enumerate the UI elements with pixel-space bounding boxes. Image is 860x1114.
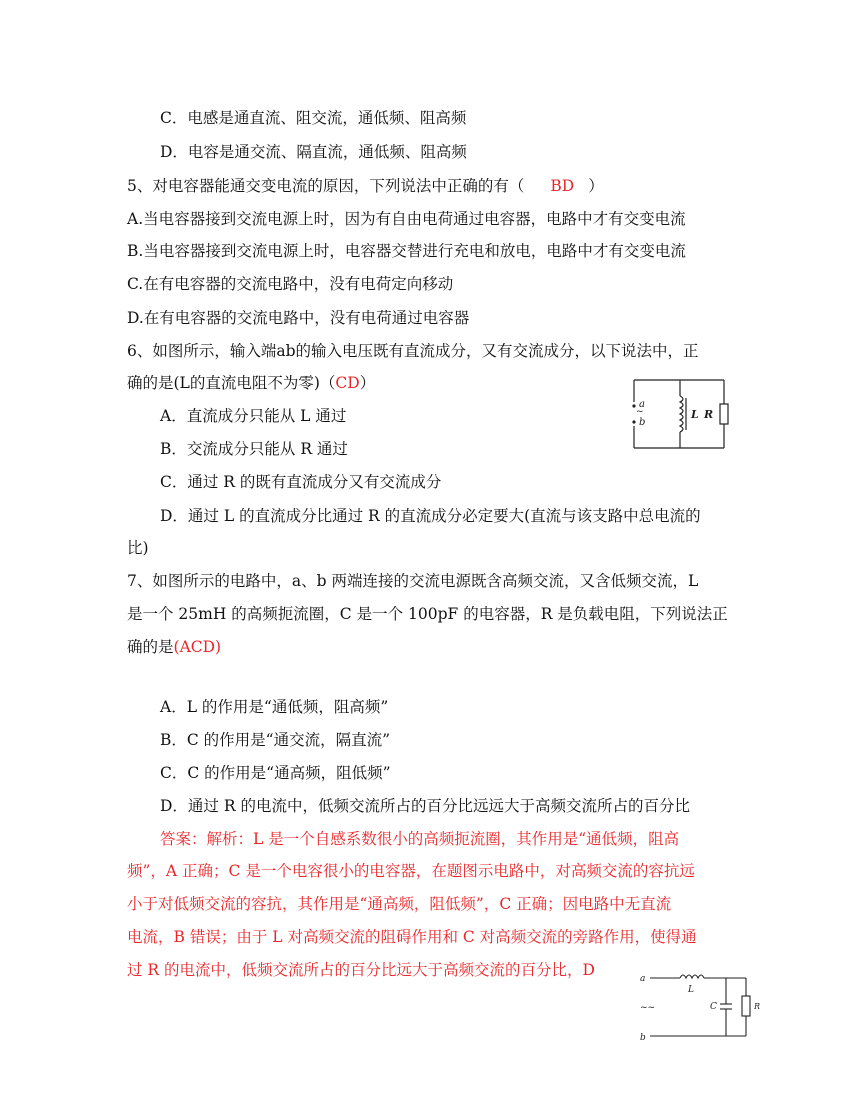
q4-option-c: C．电感是通直流、阻交流，通低频、阻高频: [160, 109, 467, 127]
q7-option-c: C．C 的作用是“通高频，阻低频”: [160, 764, 391, 782]
q6-fig-label-r: R: [704, 408, 714, 421]
q7-fig-label-a: a: [640, 974, 646, 984]
q5-option-d: D.在有电容器的交流电路中，没有电荷通过电容器: [127, 309, 470, 327]
q7-fig-label-b: b: [640, 1033, 646, 1043]
q6-option-a: A．直流成分只能从 L 通过: [160, 407, 347, 425]
q7-option-d: D．通过 R 的电流中，低频交流所占的百分比远远大于高频交流所占的百分比: [160, 797, 690, 815]
q7-fig-label-l: L: [688, 985, 694, 995]
q5-option-b: B.当电容器接到交流电源上时，电容器交替进行充电和放电，电路中才有交变电流: [127, 242, 686, 260]
q7-stem-line2: 是一个 25mH 的高频扼流圈，C 是一个 100pF 的电容器，R 是负载电阻，下列说法正: [127, 605, 728, 623]
q7-explanation-line2: 频”，A 正确；C 是一个电容很小的电容器，在题图示电路中，对高频交流的容抗远: [127, 862, 695, 880]
q5-stem: [127, 176, 604, 196]
q5-option-a: A.当电容器接到交流电源上时，因为有自由电荷通过电容器，电路中才有交变电流: [127, 210, 686, 228]
q4-option-d: D．电容是通交流、隔直流，通低频、阻高频: [160, 143, 467, 161]
q7-explanation-line4: 电流，B 错误；由于 L 对高频交流的阻碍作用和 C 对高频交流的旁路作用，使得通: [127, 928, 697, 946]
q6-circuit-figure: [624, 374, 736, 454]
q6-option-b: B．交流成分只能从 R 通过: [160, 440, 348, 458]
q5-option-c: C.在有电容器的交流电路中，没有电荷定向移动: [127, 275, 454, 293]
q7-circuit-figure: [636, 964, 770, 1048]
q7-explanation-line1: 答案：解析：L 是一个自感系数很小的高频扼流圈，其作用是“通低频，阻高: [160, 830, 680, 848]
q7-fig-label-r: R: [754, 1002, 761, 1011]
q6-stem-end: ）: [359, 374, 376, 392]
q6-option-d-line2: 比): [127, 539, 149, 557]
q7-fig-source: ~~: [640, 1003, 656, 1013]
q6-stem-line1: 6、如图所示，输入端ab的输入电压既有直流成分，又有交流成分，以下说法中，正: [127, 342, 699, 360]
q6-option-c: C．通过 R 的既有直流成分又有交流成分: [160, 473, 442, 491]
q7-explanation-line3: 小于对低频交流的容抗，其作用是“通高频，阻低频”，C 正确；因电路中无直流: [127, 895, 672, 913]
q7-explanation-line5: 过 R 的电流中，低频交流所占的百分比远大于高频交流的百分比，D: [127, 961, 595, 979]
q7-stem-line1: 7、如图所示的电路中，a、b 两端连接的交流电源既含高频交流，又含低频交流，L: [127, 572, 699, 590]
q5-stem-text: 5、对电容器能通交变电流的原因，下列说法中正确的有（: [127, 177, 525, 195]
q6-fig-label-a: a: [639, 399, 645, 410]
q6-fig-label-b: b: [639, 417, 646, 428]
q5-stem-end: ）: [588, 177, 604, 195]
q7-option-b: B．C 的作用是“通交流，隔直流”: [160, 731, 391, 749]
q7-stem-line3: [127, 637, 221, 657]
q7-stem-text: 确的是: [127, 638, 174, 656]
q5-answer: BD: [550, 177, 575, 195]
q7-fig-label-c: C: [710, 1002, 717, 1012]
q6-stem-text: 确的是(L的直流电阻不为零)（: [127, 374, 336, 392]
q7-option-a: A．L 的作用是“通低频，阻高频”: [160, 698, 389, 716]
q7-answer: (ACD): [173, 638, 222, 656]
q6-option-d-line1: D．通过 L 的直流成分比通过 R 的直流成分必定要大(直流与该支路中总电流的: [160, 507, 701, 525]
svg-text:~: ~: [636, 407, 644, 417]
q6-answer: CD: [335, 374, 360, 392]
q6-stem-line2: [127, 373, 375, 393]
q6-fig-label-l: L: [691, 408, 699, 421]
